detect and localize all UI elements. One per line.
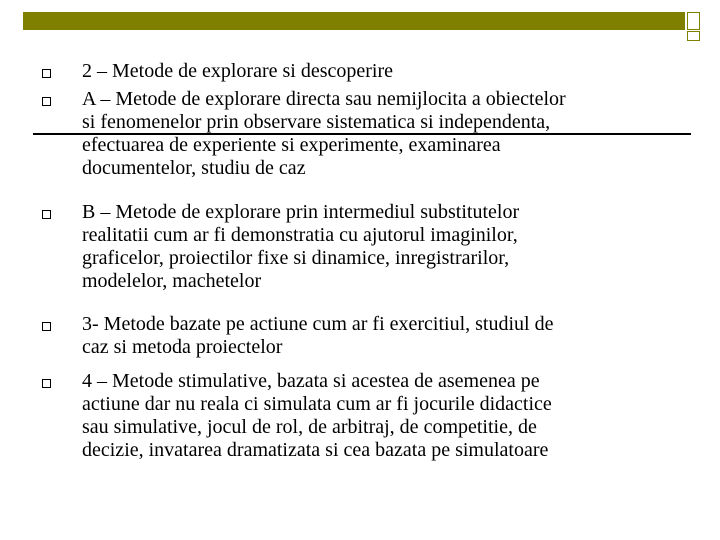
bullet-item-text: 3- Metode bazate pe actiune cum ar fi exercitiul, studiul de caz si metoda proiectelor <box>82 313 554 358</box>
hollow-square-bullet-icon <box>42 97 51 106</box>
hollow-square-bullet-icon <box>42 322 51 331</box>
corner-square-decoration <box>687 12 700 30</box>
bullet-item-text: B – Metode de explorare prin intermediul substitutelor realitatii cum ar fi demonstratia cu ajutorul imaginilor, graficelor, proiectilor fixe si dinamice, inregistrarilor, modelelor, machetelor <box>82 201 520 292</box>
title-bar-decoration <box>23 12 685 30</box>
bullet-item-text: A – Metode de explorare directa sau nemijlocita a obiectelor si fenomenelor prin observare sistematica si independenta, efectuarea de experiente si experimente, examinarea documentelor, studiu de caz <box>82 88 566 179</box>
bullet-item-text: 4 – Metode stimulative, bazata si acestea de asemenea pe actiune dar nu reala ci simulata cum ar fi jocurile didactice sau simulative, jocul de rol, de arbitraj, de competitie, de decizie, invatarea dramatizata si cea bazata pe simulatoare <box>82 370 552 461</box>
hollow-square-bullet-icon <box>42 379 51 388</box>
hollow-square-bullet-icon <box>42 69 51 78</box>
hollow-square-bullet-icon <box>42 210 51 219</box>
corner-square-small-decoration <box>687 31 700 41</box>
bullet-item-text: 2 – Metode de explorare si descoperire <box>82 60 393 82</box>
